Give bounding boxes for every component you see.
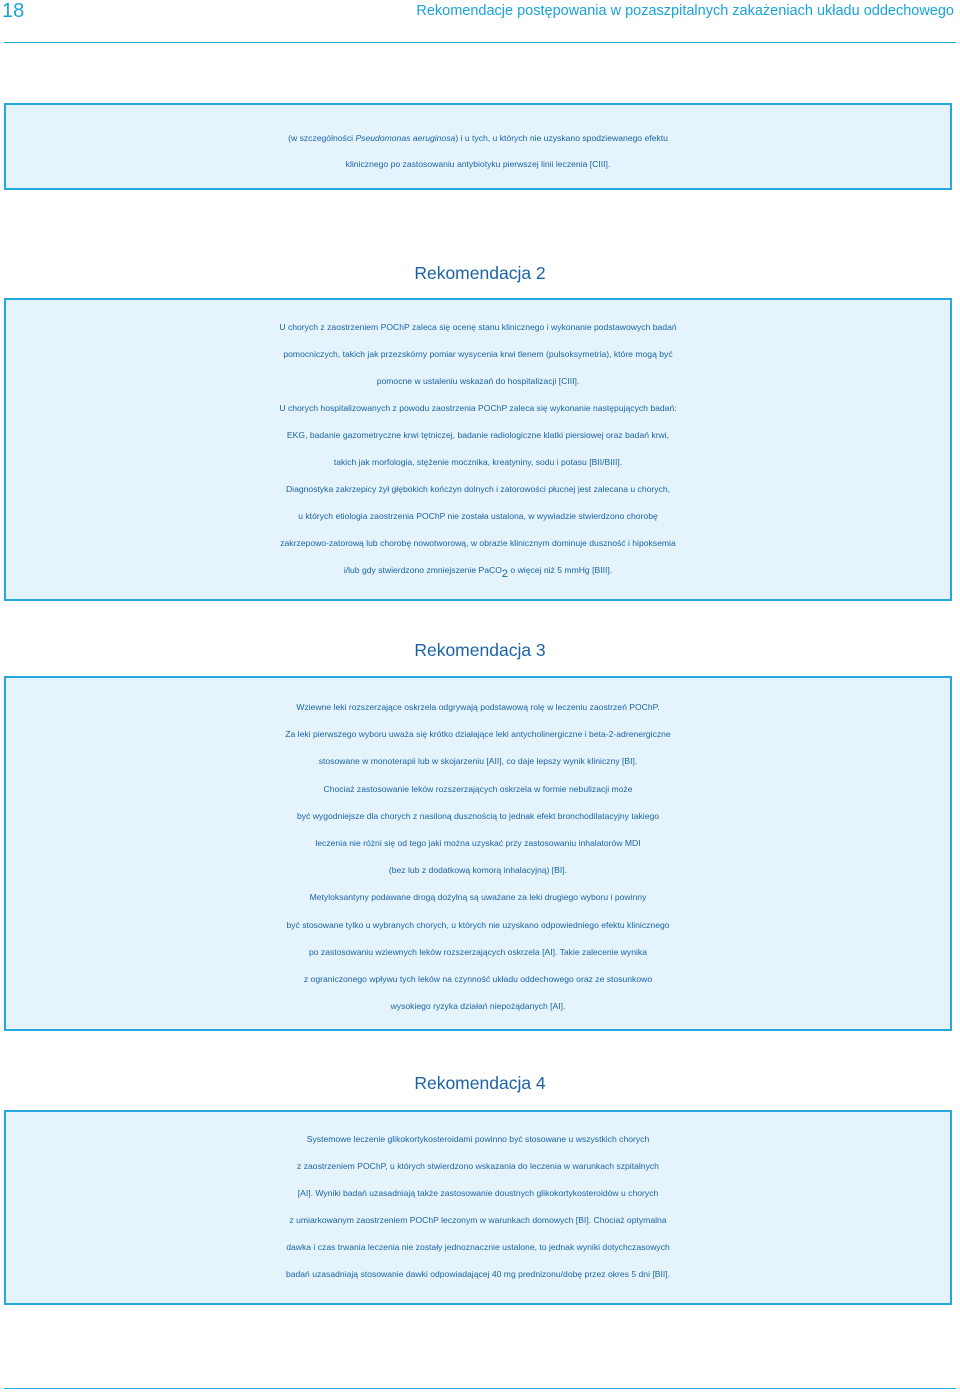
text-line: Wziewne leki rozszerzające oskrzela odgrywają podstawową rolę w leczeniu zaostrzeń POChP. — [296, 702, 660, 712]
header-divider — [4, 42, 956, 43]
text-line — [6, 557, 950, 584]
text-line: dawka i czas trwania leczenia nie zostały jednoznacznie ustalone, to jednak wyniki dotychczasowych — [286, 1242, 670, 1252]
running-title: Rekomendacje postępowania w pozaszpitalnych zakażeniach układu oddechowego — [416, 3, 954, 19]
text-line: Metyloksantyny podawane drogą dożylną są uważane za leki drugiego wyboru i powinny — [309, 892, 647, 903]
text-line: Diagnostyka zakrzepicy żył głębokich kończyn dolnych i zatorowości płucnej jest zalecana u chorych, — [285, 484, 671, 494]
text-line: z zaostrzeniem POChP, u których stwierdzono wskazania do leczenia w warunkach szpitalnych — [297, 1161, 659, 1171]
text-line: zakrzepowo-zatorową lub chorobę nowotworową, w obrazie klinicznym dominuje duszność i hipoksemia — [280, 538, 676, 548]
recommendation-4-box — [4, 1110, 952, 1305]
text-line — [6, 125, 950, 151]
text-line: klinicznego po zastosowaniu antybiotyku pierwszej linii leczenia [CIII]. — [345, 159, 611, 169]
recommendation-3-title: Rekomendacja 3 — [414, 640, 546, 660]
text-line: leczenia nie różni się od tego jaki można uzyskać przy zastosowaniu inhalatorów MDI — [315, 838, 641, 849]
text-segment: ) i u tych, u których nie uzyskano spodziewanego efektu — [455, 133, 668, 143]
text-line: po zastosowaniu wziewnych leków rozszerzających oskrzela [AI]. Takie zalecenie wynika — [308, 946, 647, 957]
page-number: 18 — [2, 0, 25, 22]
recommendation-2-title: Rekomendacja 2 — [414, 263, 546, 283]
subscript: 2 — [501, 568, 509, 580]
text-line: U chorych z zaostrzeniem POChP zaleca się ocenę stanu klinicznego i wykonanie podstawowych badań — [279, 322, 677, 332]
page-header — [0, 0, 960, 42]
text-line: z umiarkowanym zaostrzeniem POChP leczonym w warunkach domowych [BI]. Chociaż optymalna — [289, 1215, 667, 1225]
text-line: U chorych hospitalizowanych z powodu zaostrzenia POChP zaleca się wykonanie następujących badań: — [279, 403, 677, 413]
text-line: Za leki pierwszego wyboru uważa się krótko działające leki antycholinergiczne i beta-2-adrenergiczne — [285, 729, 671, 740]
footer-divider — [4, 1388, 956, 1389]
text-line: u których etiologia zaostrzenia POChP nie została ustalona, w wywiadzie stwierdzono chorobę — [298, 511, 658, 521]
text-line: być stosowane tylko u wybranych chorych, u których nie uzyskano odpowiedniego efektu klinicznego — [286, 919, 670, 930]
text-segment: i/lub gdy stwierdzono zmniejszenie PaCO — [343, 565, 502, 575]
text-line: pomocne w ustaleniu wskazań do hospitalizacji [CIII]. — [376, 376, 580, 386]
text-line: EKG, badanie gazometryczne krwi tętniczej, badanie radiologiczne klatki piersiowej oraz badań krwi, — [286, 430, 670, 440]
text-line: (bez lub z dodatkową komorą inhalacyjną) [BI]. — [388, 865, 568, 876]
text-line: badań uzasadniają stosowanie dawki odpowiadającej 40 mg prednizonu/dobę przez okres 5 dni [BII]. — [285, 1269, 671, 1279]
recommendation-2-box — [4, 298, 952, 601]
text-line: takich jak morfologia, stężenie mocznika, kreatyniny, sodu i potasu [BII/BIII]. — [333, 457, 623, 467]
text-line: Systemowe leczenie glikokortykosteroidami powinno być stosowane u wszystkich chorych — [306, 1134, 650, 1144]
recommendation-4-title: Rekomendacja 4 — [414, 1073, 546, 1093]
text-line: [AI]. Wyniki badań uzasadniają także zastosowanie doustnych glikokortykosteroidów u chorych — [297, 1188, 659, 1198]
text-line: Chociaż zastosowanie leków rozszerzających oskrzela w formie nebulizacji może — [323, 783, 633, 794]
text-line: wysokiego ryzyka działań niepożądanych [AI]. — [390, 1001, 566, 1012]
text-segment: (w szczególności — [288, 133, 356, 143]
continued-recommendation-box — [4, 103, 952, 190]
italic-species-name: Pseudomonas aeruginosa — [355, 133, 456, 143]
text-segment: o więcej niż 5 mmHg [BIII]. — [508, 565, 613, 575]
text-line: stosowane w monoterapii lub w skojarzeniu [AII], co daje lepszy wynik kliniczny [BI]. — [318, 756, 638, 767]
recommendation-3-box — [4, 676, 952, 1031]
text-line: być wygodniejsze dla chorych z nasiloną dusznością to jednak efekt bronchodilatacyjny takiego — [296, 810, 660, 821]
text-line: pomocniczych, takich jak przezskórny pomiar wysycenia krwi tlenem (pulsoksymetria), które mogą być — [283, 349, 673, 359]
text-line: z ograniczonego wpływu tych leków na czynność układu oddechowego oraz ze stosunkowo — [303, 974, 653, 985]
